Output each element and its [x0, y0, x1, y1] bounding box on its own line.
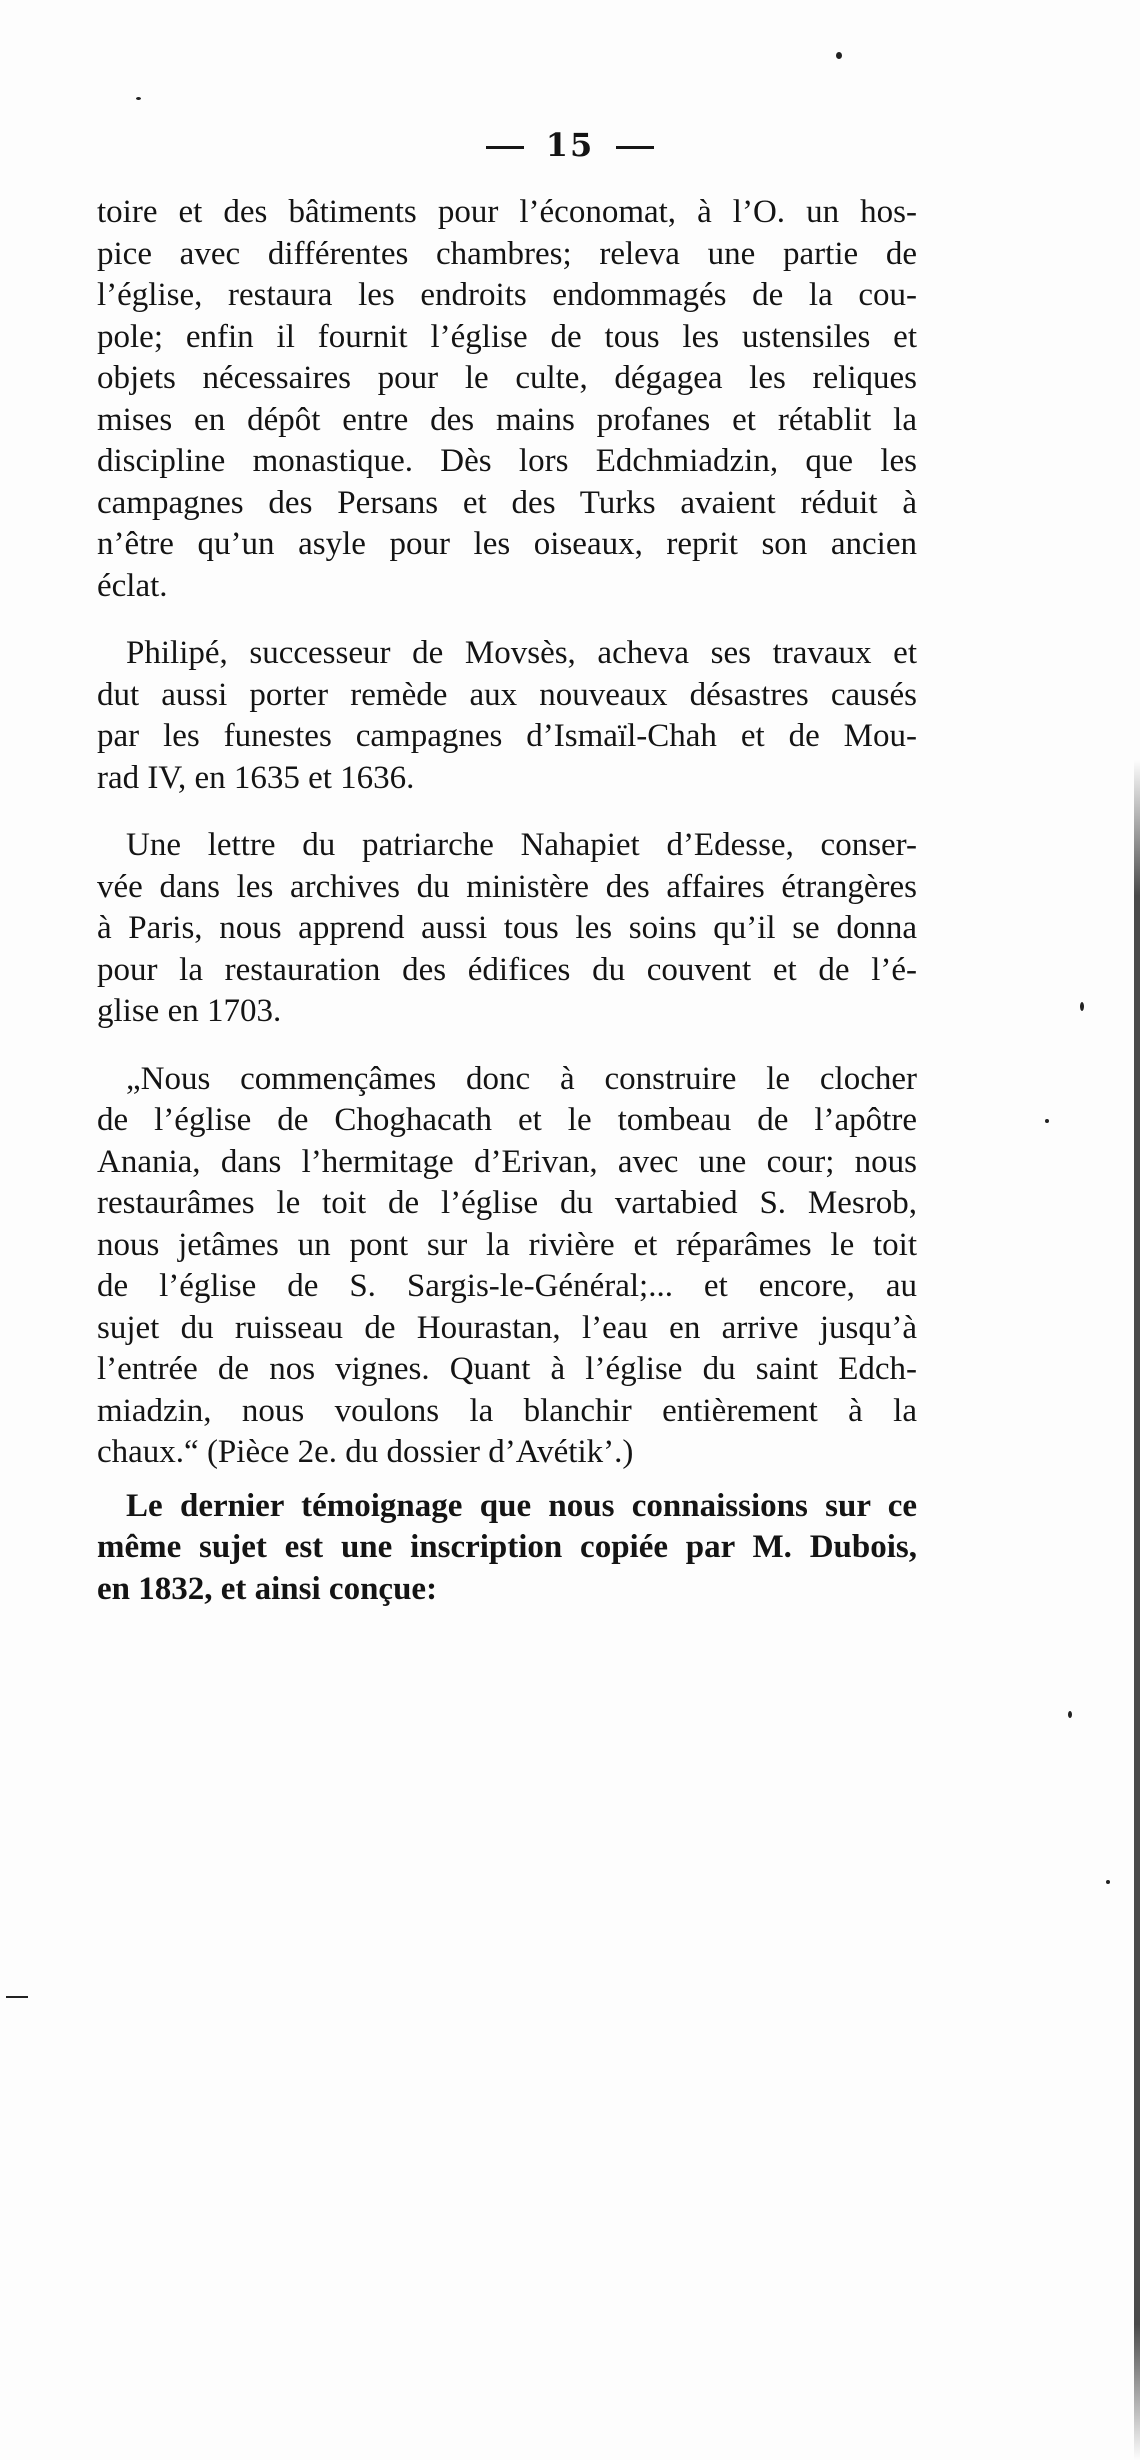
text-line: restaurâmes le toit de l’église du vartabied S. Mesrob,	[97, 1185, 917, 1221]
scan-speck	[1045, 1119, 1049, 1123]
text-line: en 1832, et ainsi conçue:	[97, 1570, 438, 1607]
text-line: Le dernier témoignage que nous connaissions sur ce	[126, 1487, 917, 1524]
paragraph-gap	[97, 799, 917, 825]
body-text	[97, 192, 917, 1610]
text-line: rad IV, en 1635 et 1636.	[97, 759, 415, 796]
text-line: pour la restauration des édifices du couvent et de l’é-	[97, 951, 917, 988]
paragraph-4	[97, 1059, 917, 1474]
text-line: même sujet est une inscription copiée par M. Dubois,	[97, 1529, 917, 1565]
text-line: campagnes des Persans et des Turks avaient réduit à	[97, 484, 917, 521]
text-line: l’église, restaura les endroits endommagés de la cou-	[97, 277, 917, 313]
text-line: mises en dépôt entre des mains profanes et rétablit la	[97, 401, 917, 438]
paragraph-5	[97, 1486, 917, 1611]
scan-speck	[1080, 1002, 1084, 1011]
text-line: dut aussi porter remède aux nouveaux désastres causés	[97, 676, 917, 713]
paragraph-3	[97, 825, 917, 1033]
text-line: vée dans les archives du ministère des affaires étrangères	[97, 868, 917, 905]
text-line: „Nous commençâmes donc à construire le clocher	[126, 1060, 917, 1097]
paragraph-1	[97, 192, 917, 607]
text-line: discipline monastique. Dès lors Edchmiadzin, que les	[97, 443, 917, 479]
scan-speck	[6, 1996, 28, 1998]
scan-speck	[836, 52, 842, 59]
text-line: glise en 1703.	[97, 993, 282, 1029]
paragraph-gap	[97, 1474, 917, 1486]
text-line: Une lettre du patriarche Nahapiet d’Edesse, conser-	[126, 827, 917, 863]
text-line: chaux.“ (Pièce 2e. du dossier d’Avétik’.)	[97, 1434, 634, 1470]
scan-speck	[1106, 1880, 1110, 1884]
text-line: pole; enfin il fournit l’église de tous les ustensiles et	[97, 318, 917, 355]
text-line: Philipé, successeur de Movsès, acheva ses travaux et	[126, 635, 917, 671]
page-header	[0, 126, 1140, 164]
scan-speck	[1068, 1711, 1072, 1718]
text-line: miadzin, nous voulons la blanchir entièrement à la	[97, 1392, 917, 1429]
text-line: par les funestes campagnes d’Ismaïl-Chah et de Mou-	[97, 718, 917, 754]
text-line: l’entrée de nos vignes. Quant à l’église du saint Edch-	[97, 1351, 917, 1387]
text-line: objets nécessaires pour le culte, dégagea les reliques	[97, 360, 917, 396]
text-line: sujet du ruisseau de Hourastan, l’eau en arrive jusqu’à	[97, 1309, 917, 1346]
text-line: n’être qu’un asyle pour les oiseaux, reprit son ancien	[97, 526, 917, 562]
text-line: nous jetâmes un pont sur la rivière et réparâmes le toit	[97, 1226, 917, 1263]
text-line: de l’église de S. Sargis-le-Général;... et encore, au	[97, 1268, 917, 1304]
page-edge-shadow	[1134, 760, 1140, 2460]
text-line: Anania, dans l’hermitage d’Erivan, avec une cour; nous	[97, 1143, 917, 1180]
text-line: pice avec différentes chambres; releva une partie de	[97, 235, 917, 272]
scan-speck	[136, 97, 141, 100]
paragraph-2	[97, 633, 917, 799]
page-number: 15	[545, 126, 595, 164]
paragraph-gap	[97, 1033, 917, 1059]
header-dash-right	[616, 146, 654, 149]
text-line: toire et des bâtiments pour l’économat, à l’O. un hos-	[97, 194, 917, 230]
text-line: de l’église de Choghacath et le tombeau de l’apôtre	[97, 1102, 917, 1138]
header-dash-left	[486, 146, 524, 149]
text-line: éclat.	[97, 567, 168, 604]
paragraph-gap	[97, 607, 917, 633]
text-line: à Paris, nous apprend aussi tous les soins qu’il se donna	[97, 910, 917, 946]
